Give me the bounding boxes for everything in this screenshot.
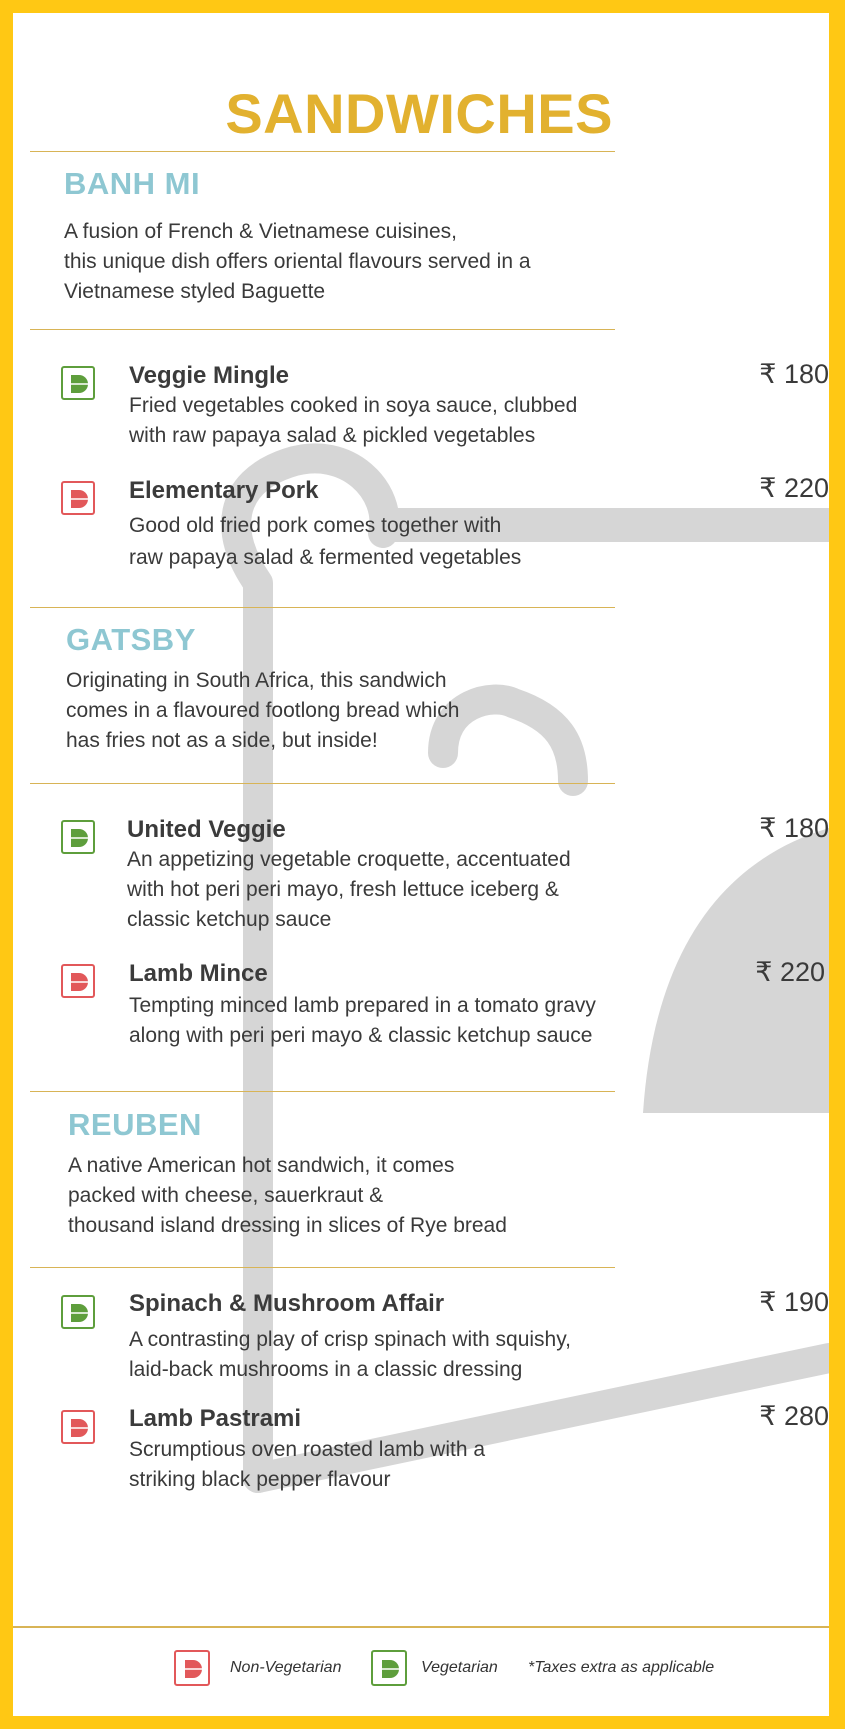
item-name: Lamb Pastrami bbox=[129, 1405, 302, 1432]
item-name: Spinach & Mushroom Affair bbox=[129, 1290, 445, 1317]
veg-legend-label: Vegetarian bbox=[421, 1659, 498, 1676]
veg-icon bbox=[61, 1295, 95, 1329]
section-heading-banh-mi: BANH MI bbox=[64, 166, 201, 201]
divider bbox=[30, 329, 615, 330]
item-description: Scrumptious oven roasted lamb with a striking black pepper flavour bbox=[129, 1438, 486, 1491]
page-title: SANDWICHES bbox=[225, 82, 613, 145]
item-price: ₹ 220 bbox=[755, 957, 825, 987]
section-description-reuben: A native American hot sandwich, it comes packed with cheese, sauerkraut & thousand island dressing in slices of Rye bread bbox=[68, 1154, 507, 1237]
veg-icon bbox=[61, 366, 95, 400]
item-description: Good old fried pork comes together with raw papaya salad & fermented vegetables bbox=[129, 514, 522, 569]
non-veg-icon bbox=[61, 1410, 95, 1444]
item-price: ₹ 190 bbox=[759, 1287, 829, 1317]
item-description: Tempting minced lamb prepared in a tomato gravy along with peri peri mayo & classic ketchup sauce bbox=[129, 994, 596, 1047]
divider bbox=[30, 783, 615, 784]
item-description: An appetizing vegetable croquette, accentuated with hot peri peri mayo, fresh lettuce iceberg & classic ketchup sauce bbox=[127, 848, 571, 931]
section-heading-reuben: REUBEN bbox=[68, 1107, 202, 1142]
non-veg-icon bbox=[61, 481, 95, 515]
item-name: Elementary Pork bbox=[129, 477, 319, 504]
section-heading-gatsby: GATSBY bbox=[66, 622, 196, 657]
divider bbox=[30, 607, 615, 608]
divider bbox=[30, 1091, 615, 1092]
non-veg-legend-label: Non-Vegetarian bbox=[230, 1659, 342, 1676]
menu-page bbox=[13, 13, 829, 1716]
item-description: Fried vegetables cooked in soya sauce, clubbed with raw papaya salad & pickled vegetables bbox=[129, 394, 578, 447]
divider bbox=[30, 151, 615, 152]
item-name: United Veggie bbox=[127, 816, 286, 843]
item-price: ₹ 180 bbox=[759, 813, 829, 843]
section-description-gatsby: Originating in South Africa, this sandwich comes in a flavoured footlong bread which has fries not as a side, but inside! bbox=[66, 669, 460, 752]
item-price: ₹ 180 bbox=[759, 359, 829, 389]
item-price: ₹ 220 bbox=[759, 473, 829, 503]
veg-icon bbox=[61, 820, 95, 854]
non-veg-legend-icon bbox=[174, 1650, 210, 1686]
divider bbox=[30, 1267, 615, 1268]
item-name: Veggie Mingle bbox=[129, 362, 290, 389]
item-price: ₹ 280 bbox=[759, 1401, 829, 1431]
non-veg-icon bbox=[61, 964, 95, 998]
taxes-note: *Taxes extra as applicable bbox=[528, 1659, 715, 1676]
item-name: Lamb Mince bbox=[129, 960, 268, 987]
section-description-banh-mi: A fusion of French & Vietnamese cuisines, this unique dish offers oriental flavours served in a Vietnamese styled Baguette bbox=[64, 220, 531, 303]
veg-legend-icon bbox=[371, 1650, 407, 1686]
item-description: A contrasting play of crisp spinach with squishy, laid-back mushrooms in a classic dressing bbox=[129, 1328, 571, 1381]
footer-divider bbox=[13, 1626, 829, 1628]
